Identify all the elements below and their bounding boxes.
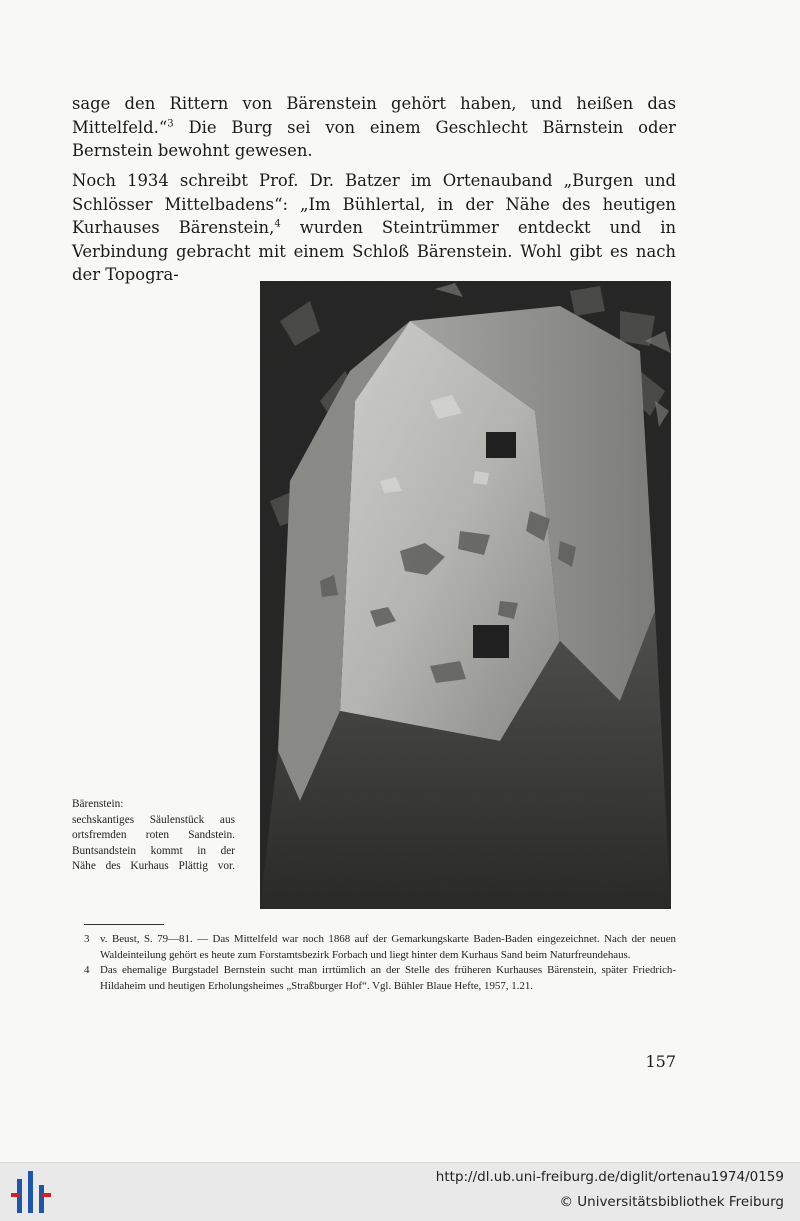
footnote-ref-3: 3: [167, 118, 174, 130]
footnotes: [84, 932, 676, 994]
figure-caption: [72, 797, 235, 875]
stone-column-illustration: [260, 281, 671, 909]
stone-column-photo: [260, 281, 671, 909]
page-number: 157: [645, 1052, 676, 1071]
footnote-4: [84, 963, 676, 994]
caption-line-5: Nähe des Kurhaus Plättig vor.: [72, 860, 235, 873]
paragraph-1-rest: Die Burg sei von einem Geschlecht Bärnstein oder Bernstein bewohnt gewesen.: [72, 117, 676, 160]
permalink-url[interactable]: http://dl.ub.uni-freiburg.de/diglit/ortenau1974/0159: [435, 1169, 784, 1185]
caption-line-1: Bärenstein:: [72, 798, 124, 810]
footnote-ref-4: 4: [274, 218, 281, 230]
paragraph-2-text-b: wurden Steintrümmer entdeckt und in Verbindung gebracht mit einem Schloß Bärenstein. Wohl gibt es nach der Topogra-: [72, 218, 676, 284]
paragraph-2-text-a: Noch 1934 schreibt Prof. Dr. Batzer im Ortenauband „Burgen und Schlösser Mittelbadens“: „Im Bühlertal, in der Nähe des heutigen Kurhauses Bärenstein,: [72, 171, 676, 237]
caption-line-4: Buntsandstein kommt in der: [72, 844, 235, 857]
caption-line-2: sechskantiges Säulenstück aus: [72, 813, 235, 826]
footnote-text: v. Beust, S. 79—81. — Das Mittelfeld war noch 1868 auf der Gemarkungskarte Baden-Baden eingezeichnet. Nach der neuen Waldeinteilung gehört es heute zum Forstamtsbezirk Forbach und liegt hinter dem Kurhaus Sand beim Naturfreundehaus.: [100, 933, 676, 961]
caption-line-3: ortsfremden roten Sandstein.: [72, 829, 235, 842]
ub-freiburg-logo-icon[interactable]: [11, 1171, 51, 1213]
viewer-footer: [0, 1162, 800, 1221]
footnote-divider: [84, 924, 164, 925]
footnote-number: 3: [84, 933, 90, 945]
paragraph-1-text: sage den Rittern von Bärenstein gehört haben, und heißen das Mittelfeld.“: [72, 94, 676, 137]
body-paragraph-1: [72, 92, 676, 163]
copyright-notice: © Universitätsbibliothek Freiburg: [559, 1194, 784, 1210]
footnote-number: 4: [84, 964, 90, 976]
body-paragraph-2: [72, 169, 676, 287]
footnote-3: [84, 932, 676, 963]
footnote-text: Das ehemalige Burgstadel Bernstein sucht man irrtümlich an der Stelle des früheren Kurhauses Bärenstein, später Friedrich-Hildaheim und heutigen Erholungsheimes „Straßburger Hof“. Vgl. Bühler Blaue Hefte, 1957, 1.21.: [100, 964, 676, 992]
